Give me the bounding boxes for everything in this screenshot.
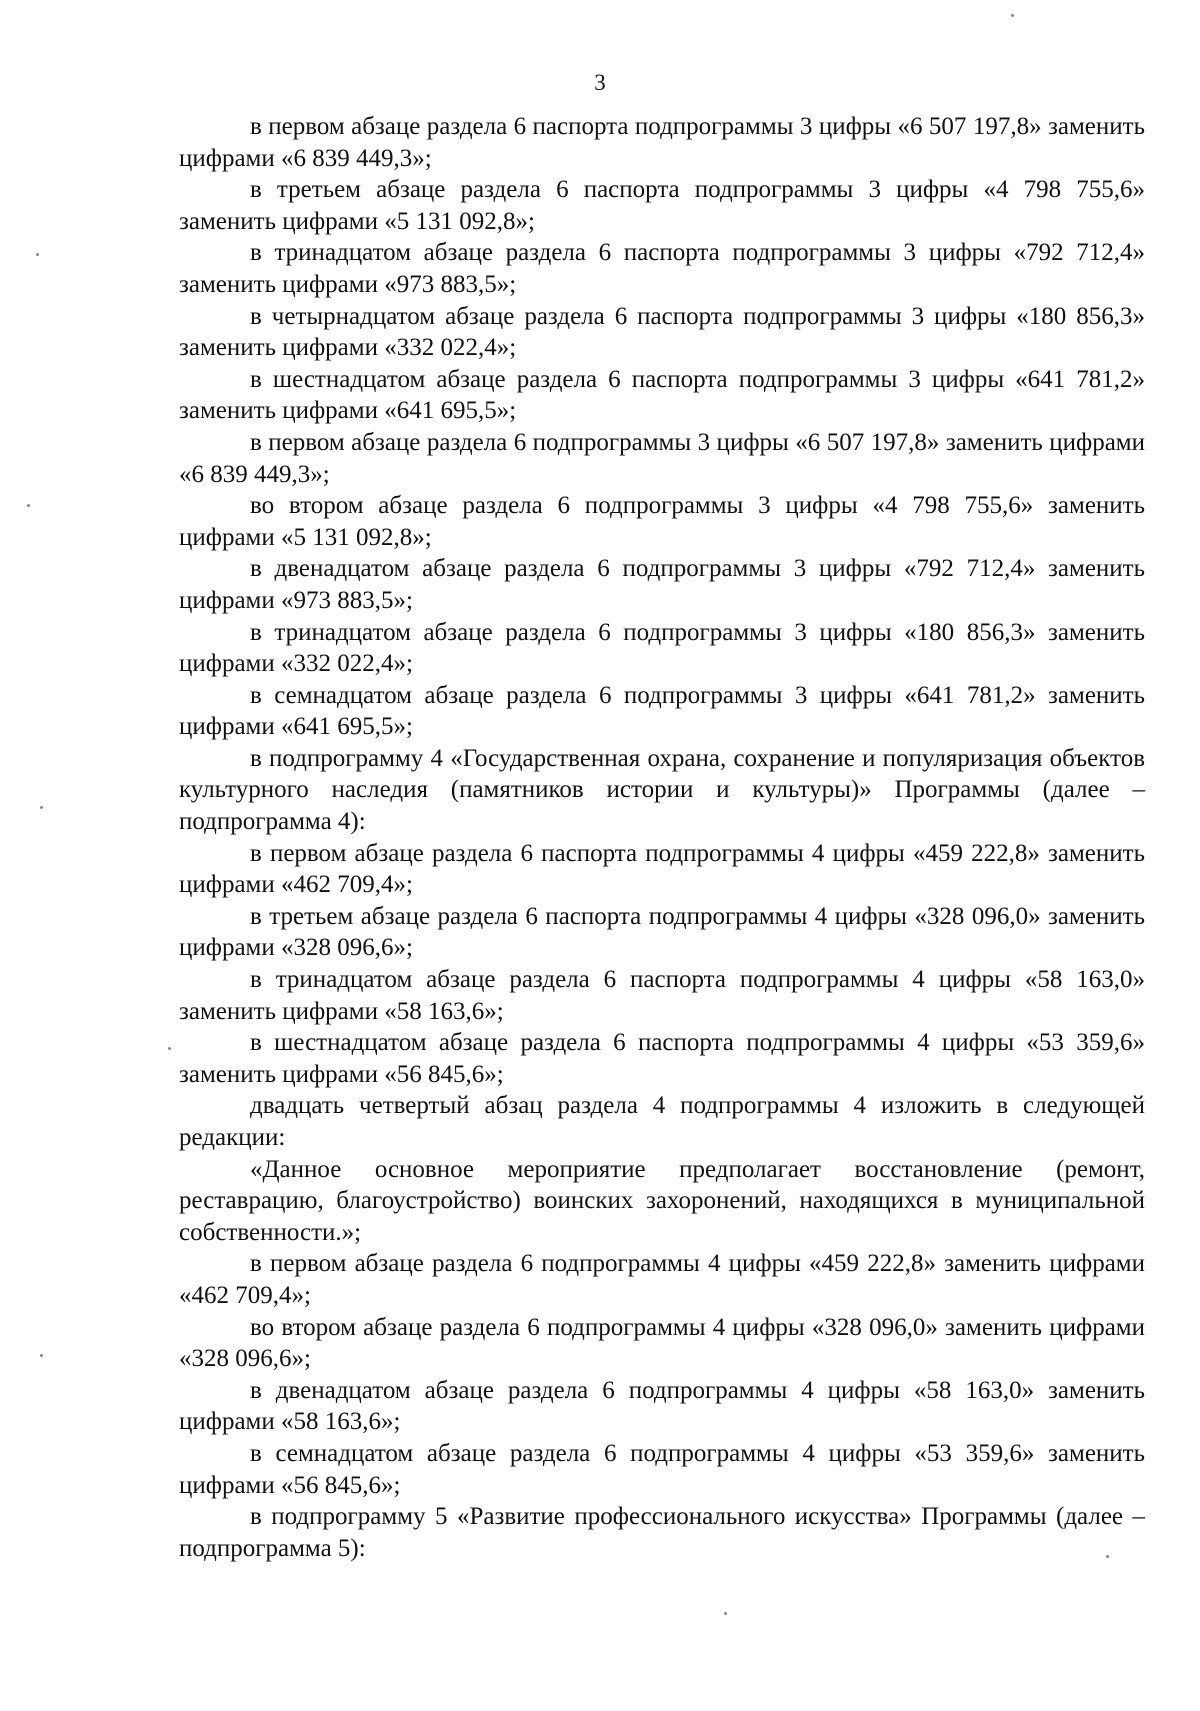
paragraph: в двенадцатом абзаце раздела 6 подпрограммы 3 цифры «792 712,4» заменить цифрами «973 883,5»;: [179, 555, 1145, 614]
paragraph: во втором абзаце раздела 6 подпрограммы 3 цифры «4 798 755,6» заменить цифрами «5 131 092,8»;: [179, 492, 1145, 551]
paragraph: в первом абзаце раздела 6 подпрограммы 3 цифры «6 507 197,8» заменить цифрами «6 839 449,3»;: [179, 428, 1145, 488]
paragraph: в семнадцатом абзаце раздела 6 подпрограммы 4 цифры «53 359,6» заменить цифрами «56 845,6»;: [179, 1439, 1145, 1499]
paragraph: в шестнадцатом абзаце раздела 6 паспорта подпрограммы 4 цифры «53 359,6» заменить цифрами «56 845,6»;: [179, 1029, 1145, 1088]
scan-speck: [1106, 1555, 1109, 1558]
scan-speck: [40, 806, 43, 809]
scan-speck: [36, 253, 39, 256]
paragraph: во втором абзаце раздела 6 подпрограммы 4 цифры «328 096,0» заменить цифрами «328 096,6»;: [179, 1313, 1145, 1373]
scan-speck: [724, 1612, 727, 1615]
scan-speck: [1011, 14, 1014, 17]
paragraph: в тринадцатом абзаце раздела 6 паспорта подпрограммы 4 цифры «58 163,0» заменить цифрами «58 163,6»;: [179, 966, 1145, 1025]
paragraph: в первом абзаце раздела 6 паспорта подпрограммы 3 цифры «6 507 197,8» заменить цифрами «6 839 449,3»;: [179, 113, 1145, 172]
paragraph: в семнадцатом абзаце раздела 6 подпрограммы 3 цифры «641 781,2» заменить цифрами «641 695,5»;: [179, 681, 1145, 741]
paragraph: в первом абзаце раздела 6 паспорта подпрограммы 4 цифры «459 222,8» заменить цифрами «462 709,4»;: [179, 839, 1145, 899]
paragraph: в подпрограмму 4 «Государственная охрана, сохранение и популяризация объектов культурного наследия (памятников истории и культуры)» Программы (далее – подпрограмма 4):: [179, 744, 1145, 836]
paragraph: в первом абзаце раздела 6 подпрограммы 4 цифры «459 222,8» заменить цифрами «462 709,4»;: [179, 1250, 1145, 1309]
paragraph: двадцать четвертый абзац раздела 4 подпрограммы 4 изложить в следующей редакции:: [179, 1092, 1145, 1151]
page-number: 3: [594, 70, 606, 95]
paragraph: в четырнадцатом абзаце раздела 6 паспорта подпрограммы 3 цифры «180 856,3» заменить цифрами «332 022,4»;: [179, 302, 1145, 362]
paragraph: «Данное основное мероприятие предполагает восстановление (ремонт, реставрацию, благоустройство) воинских захоронений, находящихся в муниципальной собственности.»;: [179, 1155, 1145, 1246]
document-body: [179, 111, 1145, 1564]
scan-speck: [27, 504, 30, 507]
scan-speck: [40, 1354, 43, 1357]
paragraph: в подпрограмму 5 «Развитие профессионального искусства» Программы (далее – подпрограмма 5):: [179, 1503, 1145, 1562]
paragraph: в тринадцатом абзаце раздела 6 подпрограммы 3 цифры «180 856,3» заменить цифрами «332 022,4»;: [179, 618, 1145, 678]
scan-speck: [168, 1047, 171, 1050]
paragraph: в тринадцатом абзаце раздела 6 паспорта подпрограммы 3 цифры «792 712,4» заменить цифрами «973 883,5»;: [179, 239, 1145, 298]
paragraph: в третьем абзаце раздела 6 паспорта подпрограммы 4 цифры «328 096,0» заменить цифрами «328 096,6»;: [179, 902, 1145, 962]
paragraph: в двенадцатом абзаце раздела 6 подпрограммы 4 цифры «58 163,0» заменить цифрами «58 163,6»;: [179, 1376, 1145, 1436]
paragraph: в третьем абзаце раздела 6 паспорта подпрограммы 3 цифры «4 798 755,6» заменить цифрами «5 131 092,8»;: [179, 176, 1145, 235]
paragraph: в шестнадцатом абзаце раздела 6 паспорта подпрограммы 3 цифры «641 781,2» заменить цифрами «641 695,5»;: [179, 365, 1145, 425]
